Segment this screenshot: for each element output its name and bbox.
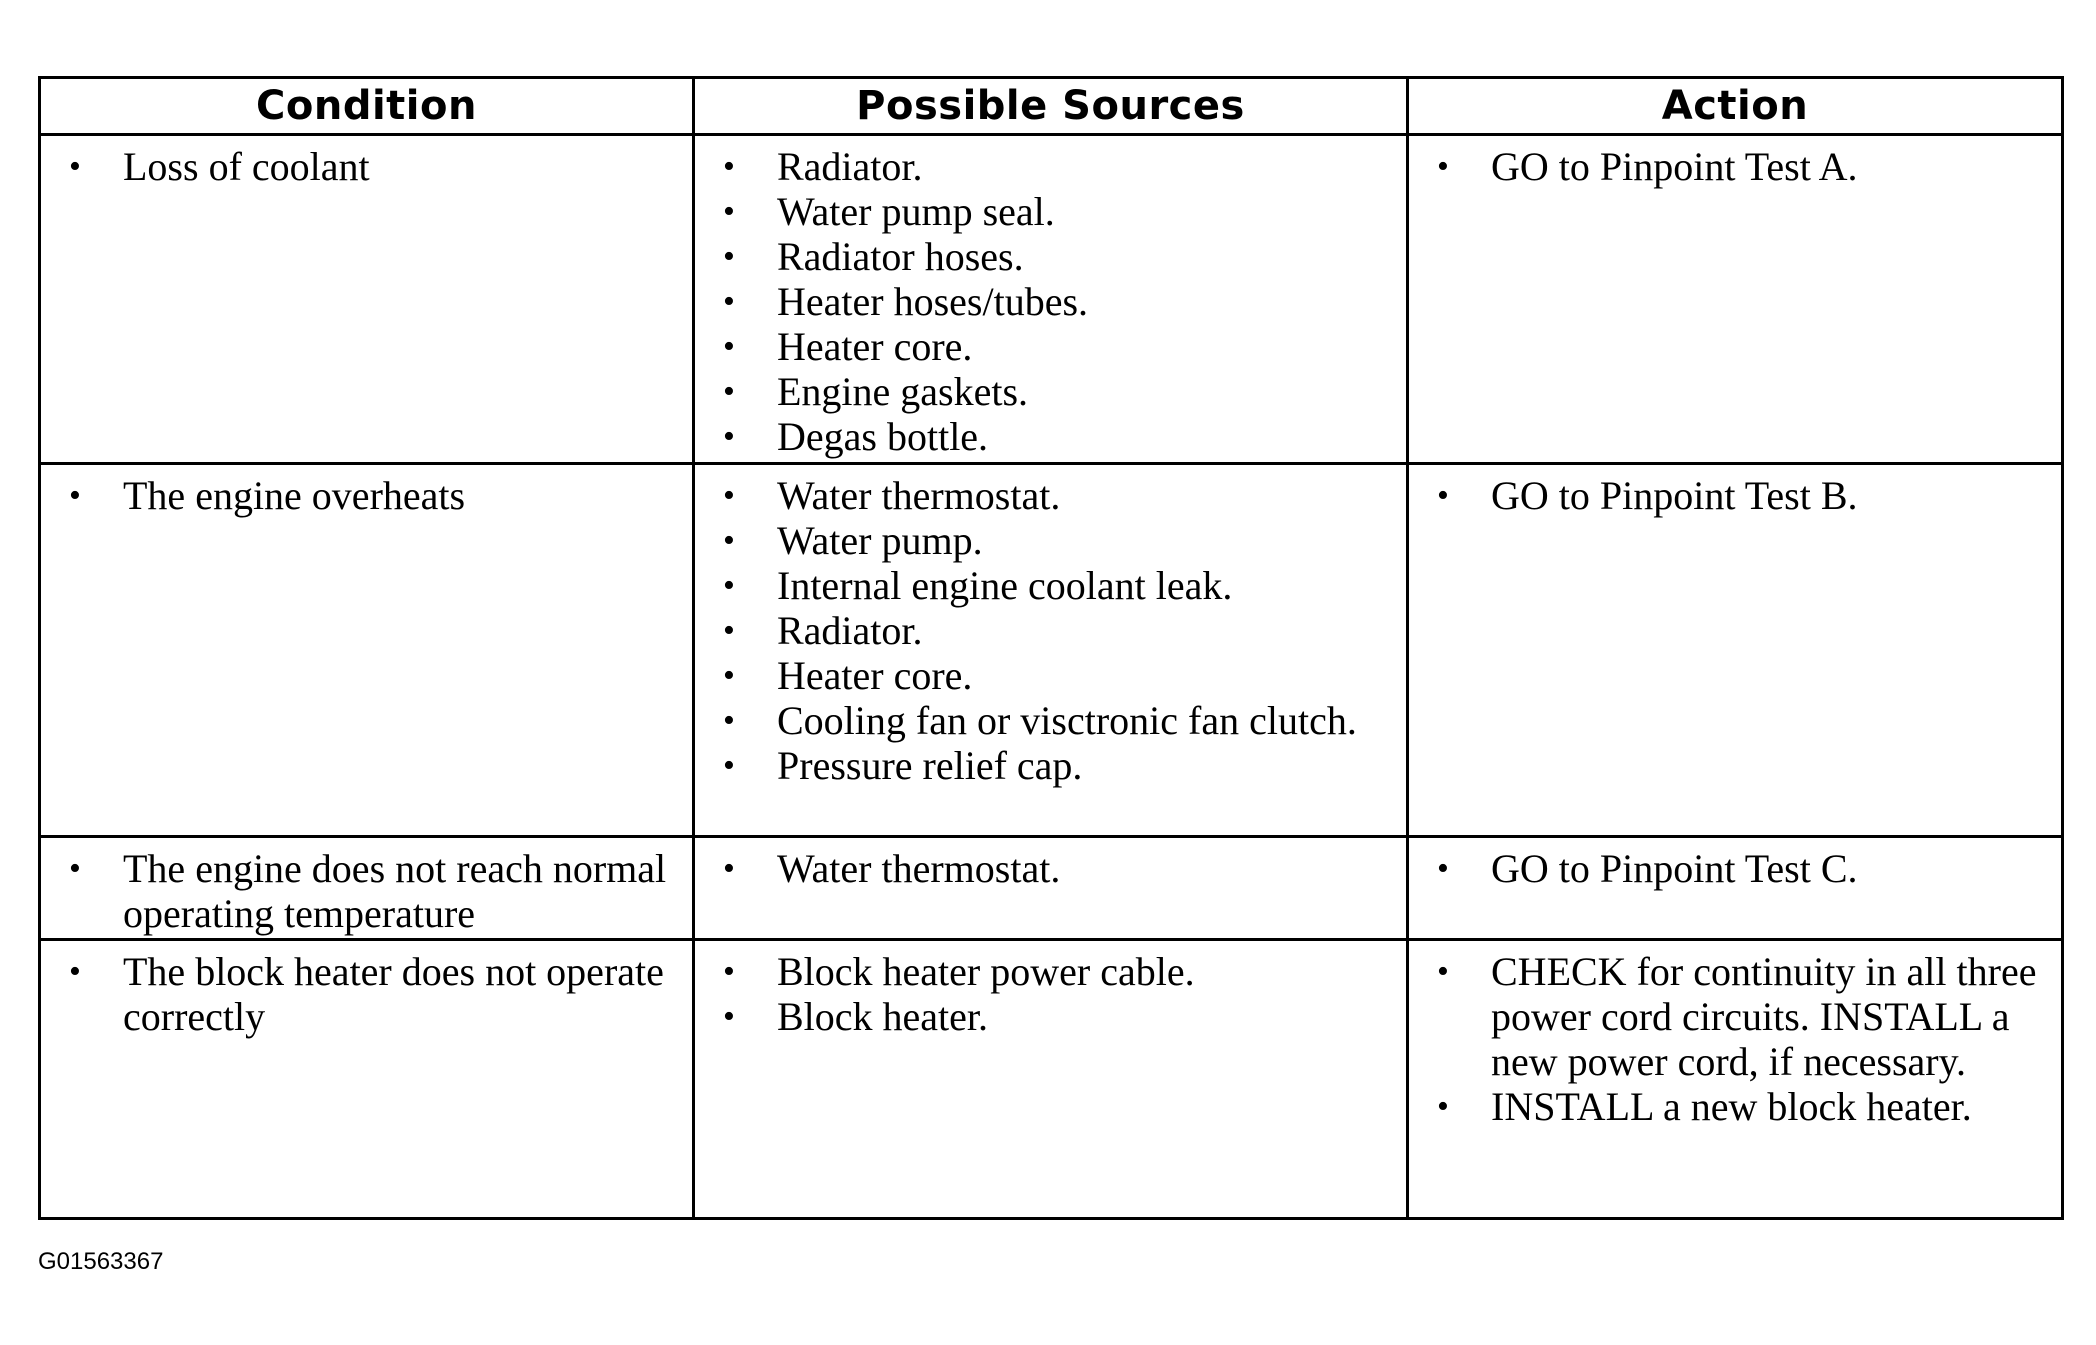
source-text: Heater core.	[777, 324, 973, 369]
bullet-icon: •	[723, 747, 735, 784]
header-possible-sources: Possible Sources	[694, 78, 1408, 135]
bullet-icon: •	[723, 148, 735, 185]
condition-text: The engine does not reach normal operating temperature	[123, 846, 667, 936]
bullet-icon: •	[69, 850, 81, 887]
header-action: Action	[1408, 78, 2063, 135]
bullet-icon: •	[723, 193, 735, 230]
list-item	[41, 949, 692, 1039]
bullet-icon: •	[723, 418, 735, 455]
bullet-icon: •	[69, 477, 81, 514]
header-condition: Condition	[40, 78, 694, 135]
figure-id: G01563367	[38, 1248, 164, 1275]
source-text: Water pump.	[777, 518, 983, 563]
list-item	[695, 518, 1406, 563]
bullet-icon: •	[1437, 953, 1449, 990]
list-item	[695, 414, 1406, 459]
bullet-icon: •	[723, 657, 735, 694]
table-row	[40, 940, 2063, 1219]
list-item	[1409, 473, 2061, 518]
bullet-icon: •	[1437, 850, 1449, 887]
diagnosis-table	[38, 76, 2064, 1220]
list-item	[695, 698, 1406, 743]
source-text: Engine gaskets.	[777, 369, 1029, 414]
bullet-icon: •	[723, 702, 735, 739]
source-text: Water pump seal.	[777, 189, 1055, 234]
action-text: CHECK for continuity in all three power cord circuits. INSTALL a new power cord, if necessary.	[1491, 949, 2037, 1084]
bullet-icon: •	[723, 238, 735, 275]
action-cell	[1408, 837, 2063, 940]
source-text: Water thermostat.	[777, 473, 1061, 518]
source-text: Heater hoses/tubes.	[777, 279, 1089, 324]
list-item	[695, 949, 1406, 994]
bullet-icon: •	[1437, 148, 1449, 185]
source-text: Block heater.	[777, 994, 989, 1039]
source-text: Pressure relief cap.	[777, 743, 1083, 788]
bullet-icon: •	[723, 328, 735, 365]
source-text: Heater core.	[777, 653, 973, 698]
condition-text: The block heater does not operate correctly	[123, 949, 664, 1039]
table-row	[40, 837, 2063, 940]
list-item	[41, 846, 692, 936]
bullet-icon: •	[723, 373, 735, 410]
table-row	[40, 464, 2063, 837]
action-text: GO to Pinpoint Test A.	[1491, 144, 1858, 189]
bullet-icon: •	[723, 998, 735, 1035]
condition-text: Loss of coolant	[123, 144, 370, 189]
bullet-icon: •	[723, 953, 735, 990]
action-cell	[1408, 940, 2063, 1219]
list-item	[41, 473, 692, 518]
action-cell	[1408, 464, 2063, 837]
list-item	[41, 144, 692, 189]
list-item	[1409, 1084, 2061, 1129]
bullet-icon: •	[1437, 477, 1449, 514]
bullet-icon: •	[69, 953, 81, 990]
source-text: Degas bottle.	[777, 414, 989, 459]
source-text: Radiator.	[777, 608, 923, 653]
table-row	[40, 135, 2063, 464]
condition-cell	[40, 940, 694, 1219]
sources-cell	[694, 464, 1408, 837]
list-item	[695, 563, 1406, 608]
list-item	[695, 608, 1406, 653]
bullet-icon: •	[69, 148, 81, 185]
action-cell	[1408, 135, 2063, 464]
bullet-icon: •	[723, 612, 735, 649]
source-text: Radiator hoses.	[777, 234, 1024, 279]
list-item	[695, 846, 1406, 891]
list-item	[695, 653, 1406, 698]
bullet-icon: •	[723, 477, 735, 514]
bullet-icon: •	[1437, 1088, 1449, 1125]
list-item	[1409, 846, 2061, 891]
sources-cell	[694, 135, 1408, 464]
source-text: Internal engine coolant leak.	[777, 563, 1233, 608]
action-text: GO to Pinpoint Test C.	[1491, 846, 1858, 891]
action-text: INSTALL a new block heater.	[1491, 1084, 1972, 1129]
list-item	[695, 743, 1406, 788]
list-item	[695, 369, 1406, 414]
bullet-icon: •	[723, 522, 735, 559]
list-item	[695, 473, 1406, 518]
bullet-icon: •	[723, 850, 735, 887]
action-text: GO to Pinpoint Test B.	[1491, 473, 1858, 518]
condition-text: The engine overheats	[123, 473, 466, 518]
header-row	[40, 78, 2063, 135]
list-item	[695, 279, 1406, 324]
source-text: Water thermostat.	[777, 846, 1061, 891]
bullet-icon: •	[723, 283, 735, 320]
list-item	[1409, 144, 2061, 189]
list-item	[695, 144, 1406, 189]
sources-cell	[694, 837, 1408, 940]
sources-cell	[694, 940, 1408, 1219]
list-item	[695, 324, 1406, 369]
list-item	[695, 994, 1406, 1039]
list-item	[695, 234, 1406, 279]
bullet-icon: •	[723, 567, 735, 604]
condition-cell	[40, 464, 694, 837]
source-text: Cooling fan or visctronic fan clutch.	[777, 698, 1357, 743]
condition-cell	[40, 837, 694, 940]
condition-cell	[40, 135, 694, 464]
list-item	[1409, 949, 2061, 1084]
list-item	[695, 189, 1406, 234]
source-text: Block heater power cable.	[777, 949, 1195, 994]
source-text: Radiator.	[777, 144, 923, 189]
